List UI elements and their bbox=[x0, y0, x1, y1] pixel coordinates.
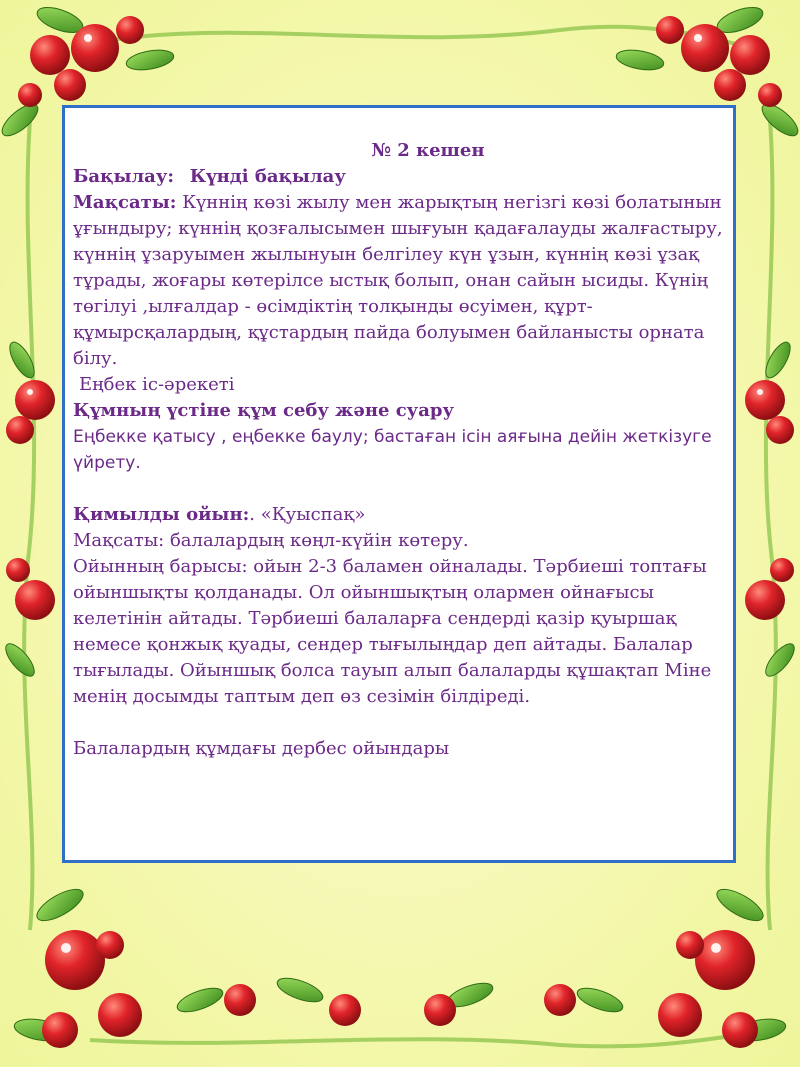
game-goal: Мақсаты: балалардың көңл-күйін көтеру. bbox=[73, 530, 469, 551]
game-line bbox=[73, 502, 723, 528]
labor-heading: Еңбек іс-әрекеті bbox=[79, 374, 235, 395]
goal-text: Күннің көзі жылу мен жарықтың негізгі көзі болатынын ұғындыру; күннің қозғалысымен шығуын қадағалауды жалғастыру, күннің ұзаруымен жылынуын белгілеу күн ұзын, күннің көзі ұзақ тұрады, жоғары көтерілсе ыстық болып, онан сайын ысиды. Күнің төгілуі ,ылғалдар - өсімдіктің толқынды өсуімен, құрт- құмырсқалардың, құстардың пайда болуымен байланысты орната білу. bbox=[73, 192, 723, 369]
free-play-line: Балалардың құмдағы дербес ойындары bbox=[73, 738, 450, 759]
game-label: Қимылды ойын: bbox=[73, 504, 250, 525]
labor-task: Құмның үстіне құм себу және суару bbox=[73, 400, 454, 421]
game-process: Ойынның барысы: ойын 2-3 баламен ойналады. Тәрбиеші топтағы ойыншықты қолданады. Ол ойыншықтың олармен ойнағысы келетінін айтады. Тәрбиеші балаларға сендерді қазір қуыршақ немесе қонжық қуады, сендер тығылыңдар деп айтады. Балалар тығылады. Ойыншық болса тауып алып балаларды құшақтап Міне менің досымды таптым деп өз сезімін білдіреді. bbox=[73, 556, 712, 707]
lesson-card bbox=[62, 105, 736, 863]
observation-value: Күнді бақылау bbox=[189, 166, 346, 187]
goal-paragraph bbox=[73, 190, 723, 372]
page-title: № 2 кешен bbox=[371, 140, 485, 161]
game-name: . «Қуыспақ» bbox=[249, 504, 366, 525]
observation-line bbox=[73, 164, 723, 190]
observation-label: Бақылау: bbox=[73, 166, 175, 187]
labor-goal: Еңбекке қатысу , еңбекке баулу; бастаған ісін аяғына дейін жеткізуге үйрету. bbox=[73, 427, 712, 473]
goal-label: Мақсаты: bbox=[73, 192, 177, 213]
